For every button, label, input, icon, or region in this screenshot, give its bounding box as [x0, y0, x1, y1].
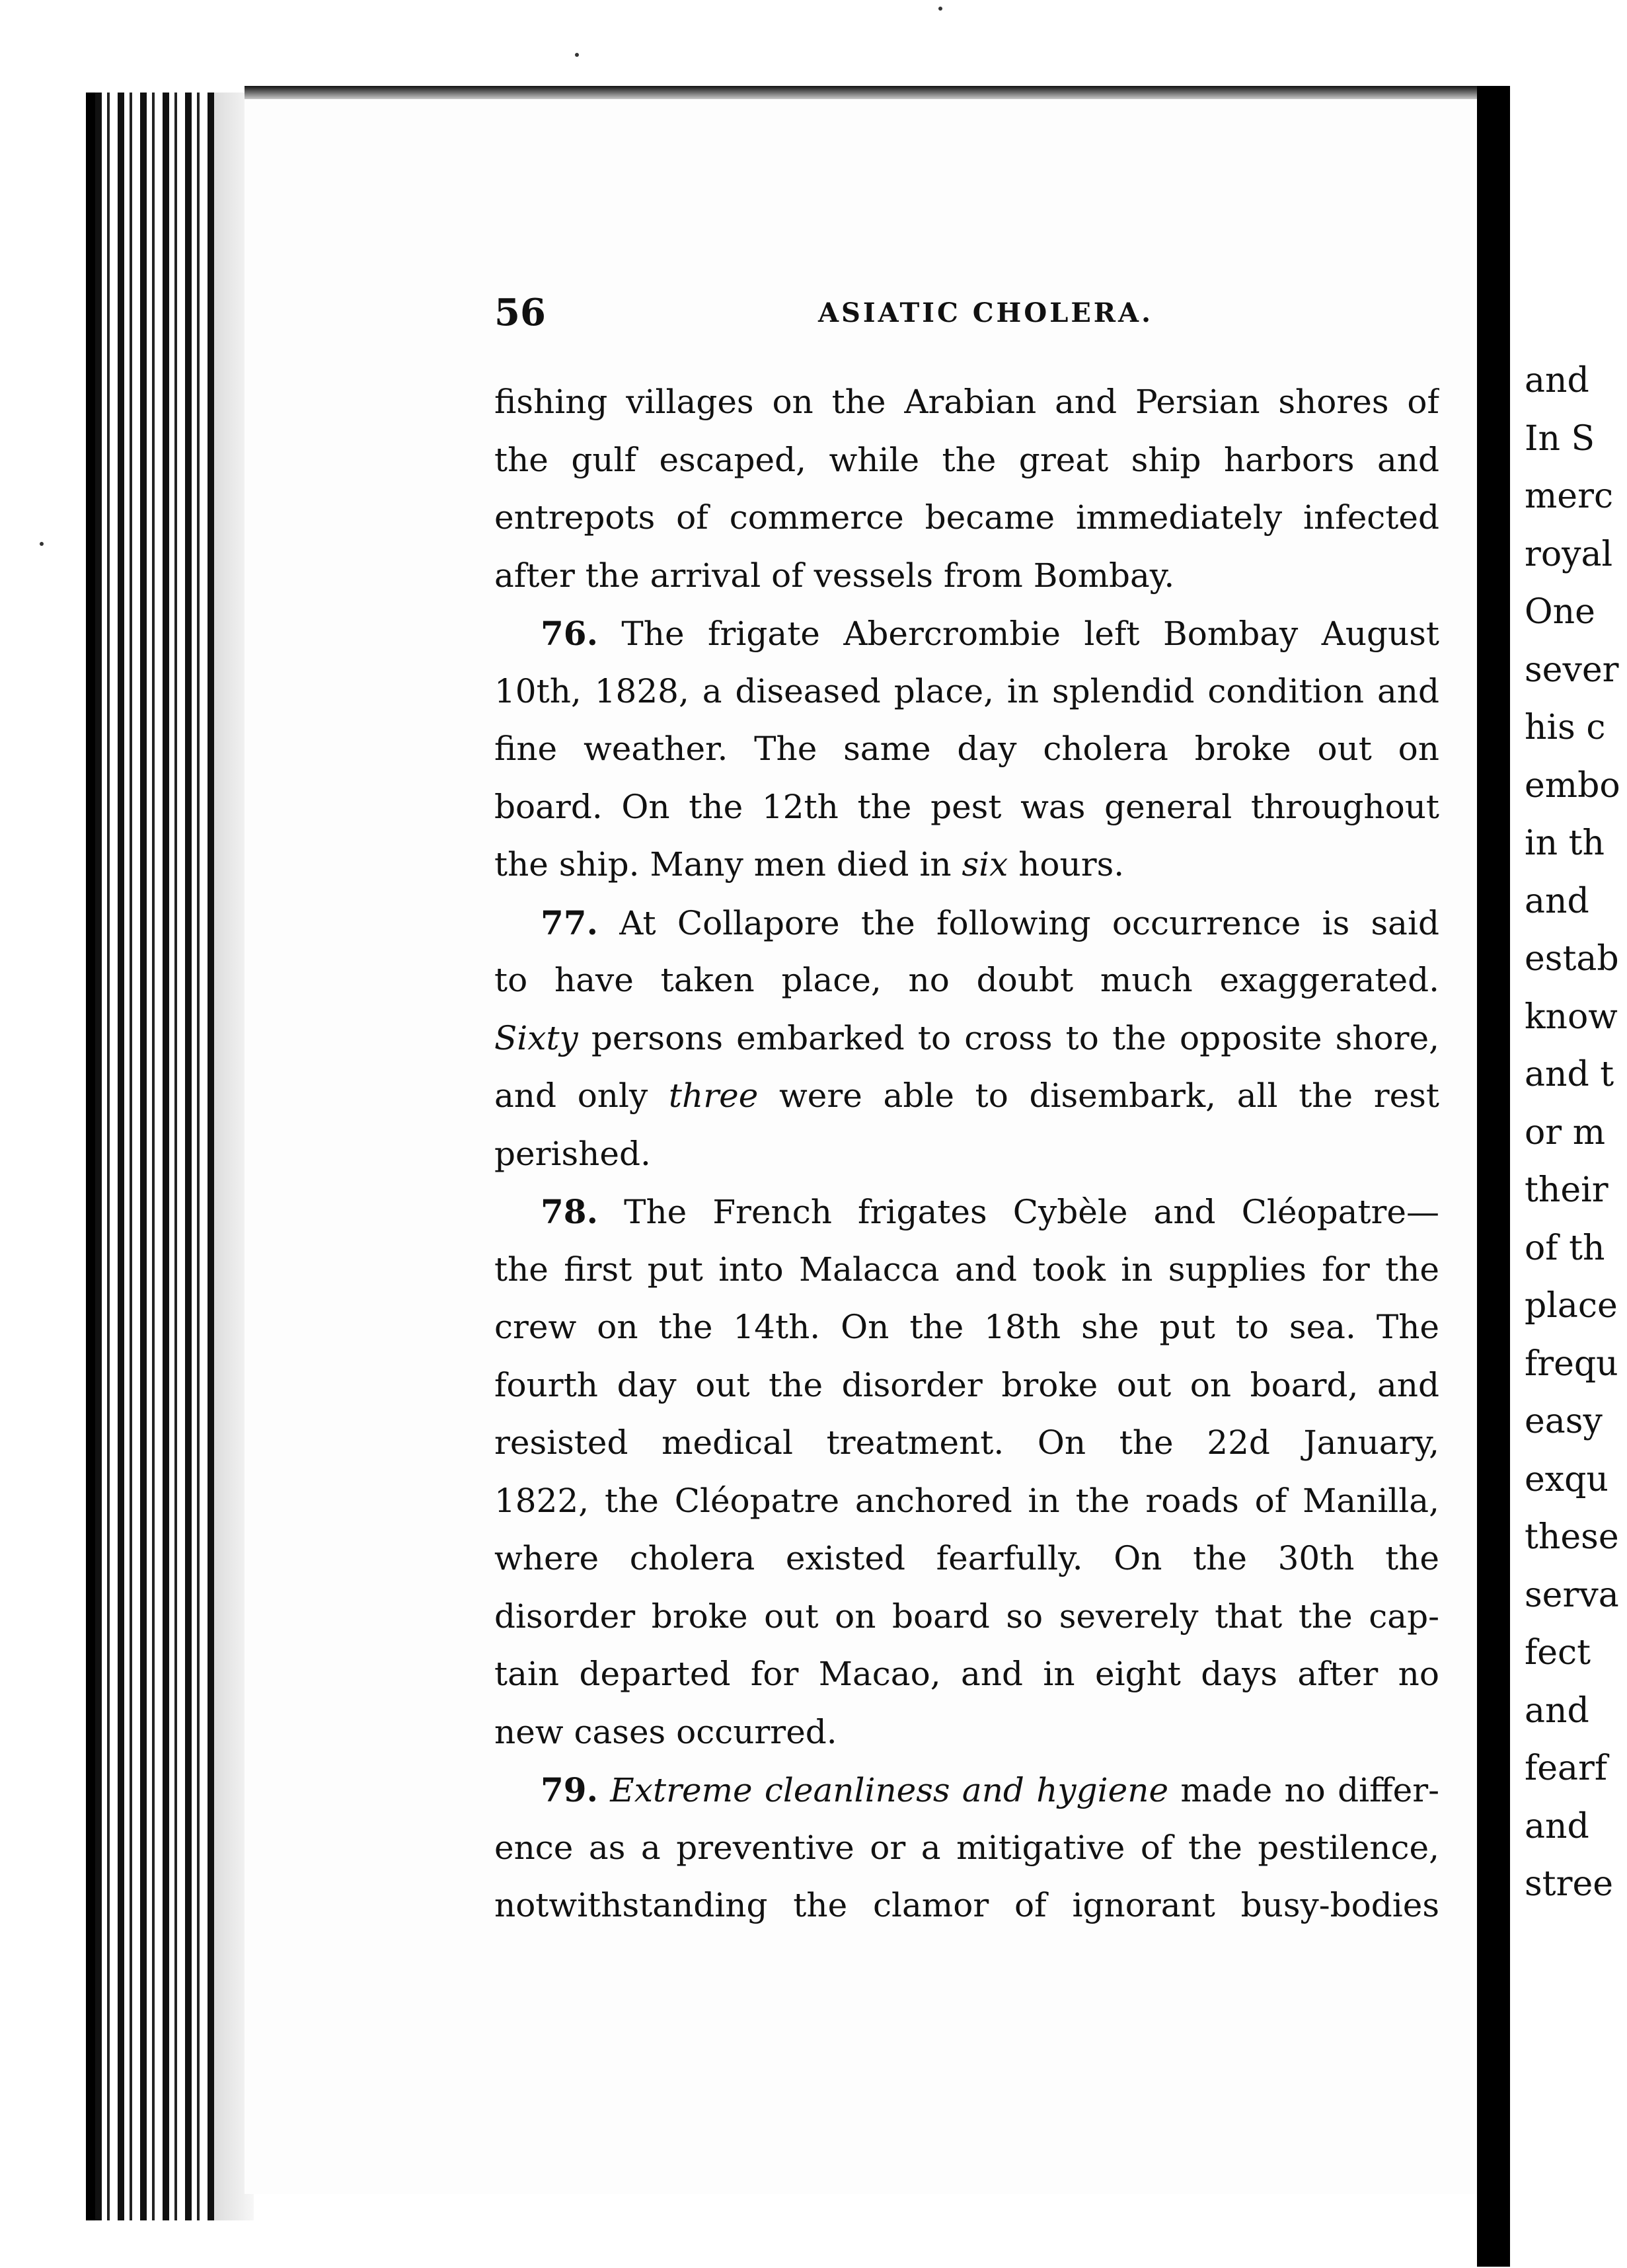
facing-page-line: know [1525, 997, 1618, 1037]
text-line: where cholera existed fearfully. On the 30th the [494, 1539, 1439, 1577]
facing-page-line: of th [1525, 1228, 1605, 1268]
facing-page-line: estab [1525, 939, 1619, 979]
text-line: new cases occurred. [494, 1712, 837, 1751]
scan-speck [938, 7, 942, 11]
paragraph-number: 78. [541, 1192, 598, 1231]
facing-page-line: place [1525, 1286, 1618, 1326]
paragraph-number: 76. [541, 614, 598, 653]
text-line: ence as a preventive or a mitigative of the pestilence, [494, 1828, 1439, 1867]
facing-page-line: embo [1525, 765, 1620, 806]
facing-page-line: easy [1525, 1402, 1603, 1441]
text-line: disorder broke out on board so severely that the cap- [494, 1597, 1439, 1636]
facing-page-line: and [1525, 361, 1589, 400]
facing-page-line: and t [1525, 1055, 1614, 1094]
facing-page-line: frequ [1525, 1343, 1618, 1384]
text-line: 77. At Collapore the following occurrence is said [541, 903, 1439, 942]
facing-page-line: stree [1525, 1864, 1613, 1904]
scan-margin [0, 0, 86, 2268]
facing-page-line: or m [1525, 1112, 1606, 1153]
page-header [494, 291, 1446, 337]
text-line: 76. The frigate Abercrombie left Bombay August [541, 614, 1439, 653]
page-number: 56 [494, 291, 546, 334]
text-line: perished. [494, 1134, 651, 1173]
text-line: the gulf escaped, while the great ship harbors and [494, 440, 1439, 479]
text-line: 1822, the Cléopatre anchored in the roads of Manilla, [494, 1481, 1439, 1520]
text-line: entrepots of commerce became immediately infected [494, 498, 1439, 537]
italic-emphasis: six [962, 845, 1008, 884]
text-line: fine weather. The same day cholera broke out on [494, 730, 1439, 768]
text-line: 10th, 1828, a diseased place, in splendid condition and [494, 671, 1439, 710]
text-line: 79. Extreme cleanliness and hygiene made no differ- [541, 1770, 1439, 1809]
paragraph-number: 77. [541, 903, 598, 942]
scan-speck [575, 53, 579, 57]
facing-page-line: sever [1525, 650, 1619, 690]
facing-page-line: fearf [1525, 1749, 1608, 1788]
text-line: board. On the 12th the pest was general throughout [494, 787, 1439, 826]
body-text [494, 373, 1439, 1935]
facing-page-line: and [1525, 881, 1589, 921]
italic-emphasis: Sixty [494, 1018, 578, 1057]
facing-page-line: In S [1525, 418, 1595, 459]
facing-page-line: merc [1525, 476, 1614, 516]
text-line: fishing villages on the Arabian and Persian shores of [494, 383, 1439, 421]
italic-emphasis: three [668, 1077, 759, 1115]
text-line: Sixty persons embarked to cross to the opposite shore, [494, 1018, 1439, 1057]
facing-page-fragment [1510, 99, 1627, 2268]
italic-emphasis: Extreme cleanliness and hygiene [598, 1771, 1169, 1809]
text-line: tain departed for Macao, and in eight days after no [494, 1655, 1439, 1693]
paragraph-number: 79. [541, 1770, 598, 1809]
text-line: crew on the 14th. On the 18th she put to sea. The [494, 1308, 1439, 1346]
text-line: fourth day out the disorder broke out on board, and [494, 1365, 1439, 1404]
facing-page-line: his c [1525, 708, 1606, 747]
facing-page-line: One [1525, 592, 1595, 632]
book-gutter [1477, 86, 1510, 2267]
running-head: ASIATIC CHOLERA. [818, 297, 1154, 328]
facing-page-line: these [1525, 1517, 1619, 1557]
facing-page-line: in th [1525, 823, 1605, 863]
text-line: and only three were able to disembark, all the rest [494, 1077, 1439, 1115]
text-line: notwithstanding the clamor of ignorant busy-bodies [494, 1886, 1439, 1924]
text-line: 78. The French frigates Cybèle and Cléopatre— [541, 1192, 1439, 1231]
scan-speck [40, 542, 44, 546]
text-line: resisted medical treatment. On the 22d January, [494, 1423, 1439, 1462]
facing-page-line: and [1525, 1690, 1589, 1731]
text-line: to have taken place, no doubt much exaggerated. [494, 961, 1439, 999]
text-line: after the arrival of vessels from Bombay. [494, 556, 1175, 595]
facing-page-line: their [1525, 1170, 1608, 1210]
facing-page-line: fect [1525, 1633, 1591, 1673]
book-page-edges [86, 93, 254, 2220]
text-line: the ship. Many men died in six hours. [494, 845, 1125, 884]
facing-page-line: serva [1525, 1575, 1619, 1615]
facing-page-line: exqu [1525, 1459, 1608, 1499]
text-line: the first put into Malacca and took in supplies for the [494, 1250, 1439, 1289]
facing-page-line: royal [1525, 534, 1613, 574]
facing-page-line: and [1525, 1806, 1589, 1846]
